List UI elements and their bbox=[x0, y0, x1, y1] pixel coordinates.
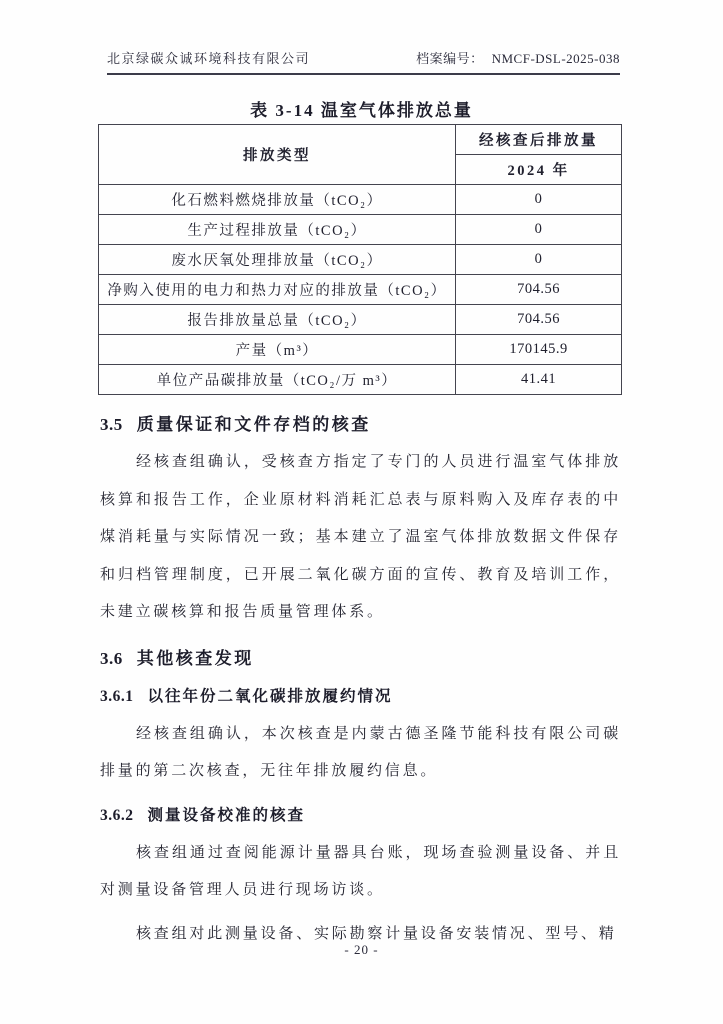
paragraph-3-6-2-a: 核查组通过查阅能源计量器具台账，现场查验测量设备、并且对测量设备管理人员进行现场访谈。 bbox=[100, 844, 621, 898]
section-number: 3.6 bbox=[100, 648, 123, 668]
running-header bbox=[107, 48, 620, 75]
col-header-emission-type: 排放类型 bbox=[99, 125, 456, 185]
section-heading-3-6-1 bbox=[100, 684, 621, 710]
row-label: 废水厌氧处理排放量（tCO₂） bbox=[99, 245, 456, 275]
row-value: 0 bbox=[456, 215, 622, 245]
row-label: 化石燃料燃烧排放量（tCO₂） bbox=[99, 185, 456, 215]
table-row bbox=[99, 275, 622, 305]
company-name: 北京绿碳众诚环境科技有限公司 bbox=[107, 51, 311, 66]
emissions-table bbox=[98, 124, 622, 395]
row-value: 170145.9 bbox=[456, 335, 622, 365]
section-title: 以往年份二氧化碳排放履约情况 bbox=[147, 687, 393, 705]
table-row bbox=[99, 185, 622, 215]
paragraph-3-6-1: 经核查组确认，本次核查是内蒙古德圣隆节能科技有限公司碳排量的第二次核查，无往年排放履约信息。 bbox=[100, 725, 621, 779]
row-label: 生产过程排放量（tCO₂） bbox=[99, 215, 456, 245]
section-heading-3-6-2 bbox=[100, 803, 621, 829]
section-heading-3-6 bbox=[100, 646, 621, 672]
table-row bbox=[99, 365, 622, 395]
page-number: - 20 - bbox=[344, 942, 379, 957]
col-header-year: 2024 年 bbox=[456, 155, 622, 185]
section-title: 其他核查发现 bbox=[136, 648, 254, 668]
document-body bbox=[100, 398, 621, 953]
row-label: 单位产品碳排放量（tCO₂/万 m³） bbox=[99, 365, 456, 395]
row-value: 704.56 bbox=[456, 305, 622, 335]
row-value: 0 bbox=[456, 185, 622, 215]
table-row bbox=[99, 245, 622, 275]
section-title: 测量设备校准的核查 bbox=[147, 806, 306, 824]
col-header-verified-emissions: 经核查后排放量 bbox=[456, 125, 622, 155]
file-number-label: 档案编号： bbox=[416, 51, 484, 66]
section-title: 质量保证和文件存档的核查 bbox=[136, 415, 371, 434]
row-label: 产量（m³） bbox=[99, 335, 456, 365]
section-heading-3-5 bbox=[100, 412, 621, 438]
table-title: 表 3-14 温室气体排放总量 bbox=[250, 101, 473, 120]
section-number: 3.6.1 bbox=[100, 687, 134, 705]
file-number-group bbox=[416, 48, 620, 67]
paragraph-3-6-2-b: 核查组对此测量设备、实际勘察计量设备安装情况、型号、精 bbox=[136, 925, 617, 942]
row-label: 净购入使用的电力和热力对应的排放量（tCO₂） bbox=[99, 275, 456, 305]
row-value: 0 bbox=[456, 245, 622, 275]
table-row bbox=[99, 335, 622, 365]
row-value: 704.56 bbox=[456, 275, 622, 305]
row-label: 报告排放量总量（tCO₂） bbox=[99, 305, 456, 335]
table-row bbox=[99, 215, 622, 245]
file-number: NMCF-DSL-2025-038 bbox=[491, 51, 620, 66]
section-number: 3.6.2 bbox=[100, 806, 134, 824]
row-value: 41.41 bbox=[456, 365, 622, 395]
section-number: 3.5 bbox=[100, 415, 123, 434]
paragraph-3-5: 经核查组确认，受核查方指定了专门的人员进行温室气体排放核算和报告工作，企业原材料消耗汇总表与原料购入及库存表的中煤消耗量与实际情况一致；基本建立了温室气体排放数据文件保存和归档管理制度，已开展二氧化碳方面的宣传、教育及培训工作，未建立碳核算和报告质量管理体系。 bbox=[100, 454, 621, 620]
table-header-row bbox=[99, 125, 622, 155]
table-row bbox=[99, 305, 622, 335]
